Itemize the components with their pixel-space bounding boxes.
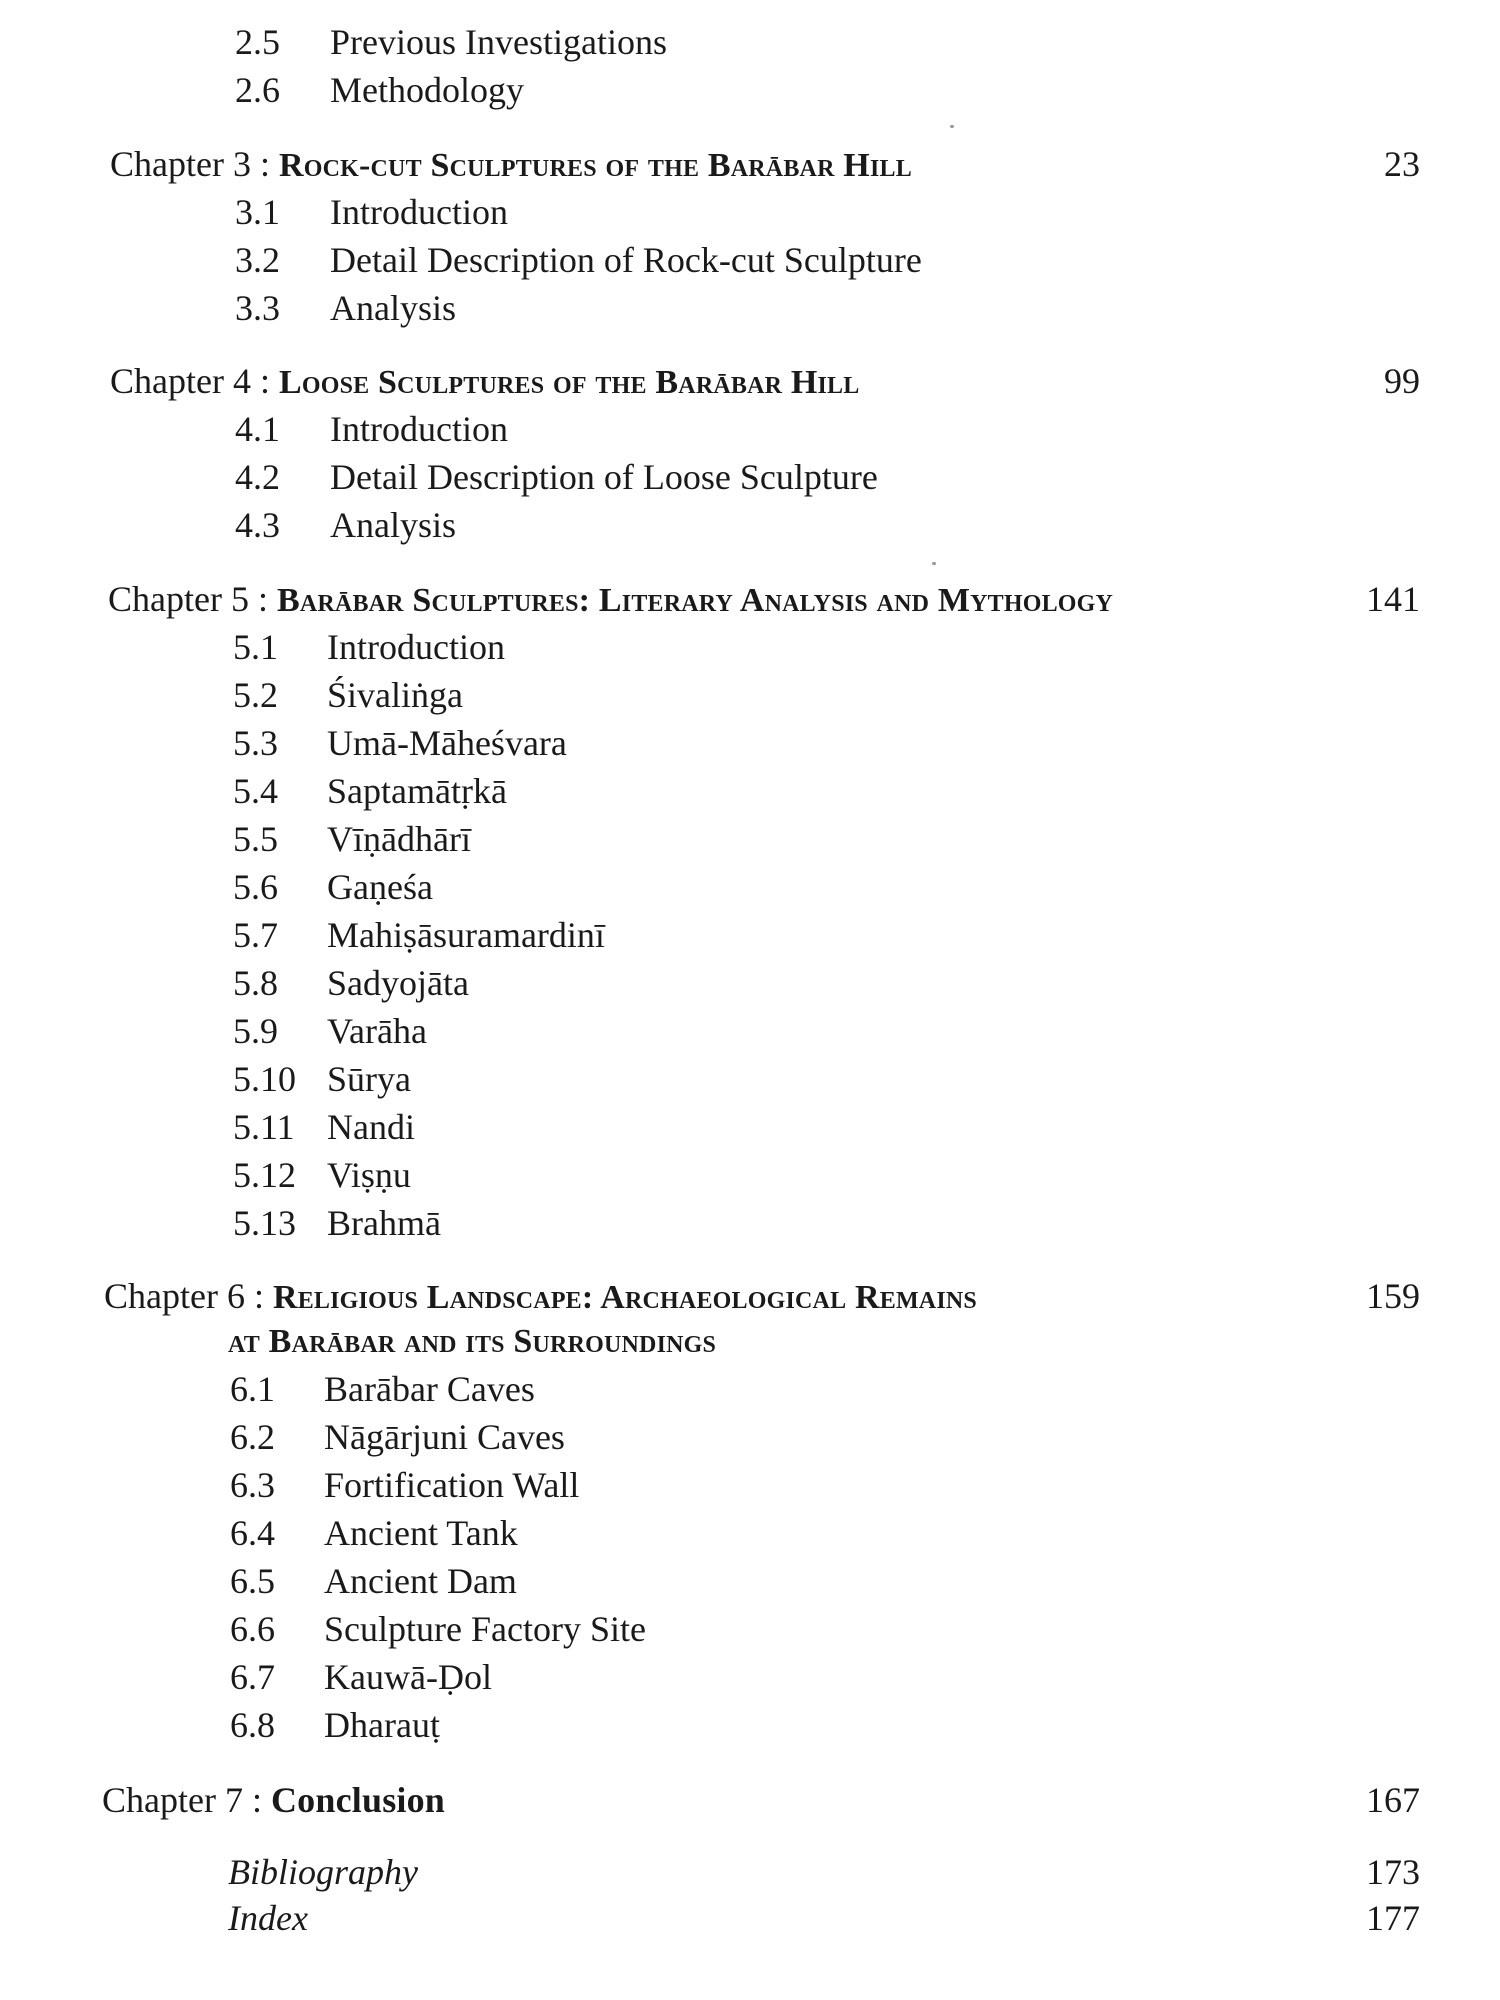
section-title: Sculpture Factory Site [324, 1609, 646, 1649]
toc-entry-6-1[interactable] [0, 1365, 1500, 1413]
section-number: 3.1 [235, 192, 280, 232]
toc-entry-5-8[interactable] [0, 959, 1500, 1007]
toc-entry-5-3[interactable] [0, 719, 1500, 767]
section-title: Brahmā [327, 1203, 441, 1243]
section-number: 2.6 [235, 70, 280, 110]
page-number: 177 [1366, 1898, 1420, 1938]
section-title: Dharauṭ [324, 1705, 440, 1745]
section-number: 5.1 [233, 627, 278, 667]
chapter-title: Religious Landscape: Archaeological Remains [272, 1279, 977, 1316]
toc-entry-4-3[interactable] [0, 501, 1500, 549]
section-number: 4.1 [235, 409, 280, 449]
toc-entry-5-10[interactable] [0, 1055, 1500, 1103]
section-number: 5.8 [233, 963, 278, 1003]
toc-entry-6-8[interactable] [0, 1701, 1500, 1749]
section-number: 3.2 [235, 240, 280, 280]
chapter-heading [102, 1776, 445, 1824]
chapter-title: Conclusion [270, 1780, 446, 1820]
toc-chapter-4[interactable] [0, 357, 1500, 405]
toc-chapter-6[interactable] [0, 1272, 1500, 1320]
page-number: 159 [1366, 1276, 1420, 1316]
section-number: 6.6 [230, 1609, 275, 1649]
chapter-label: Chapter 6 : [104, 1276, 264, 1316]
section-title: Fortification Wall [324, 1465, 580, 1505]
section-number: 5.7 [233, 915, 278, 955]
chapter-heading [110, 357, 859, 407]
section-number: 4.3 [235, 505, 280, 545]
section-number: 5.5 [233, 819, 278, 859]
toc-entry-5-13[interactable] [0, 1199, 1500, 1247]
toc-entry-2-5[interactable] [0, 18, 1500, 66]
toc-entry-6-6[interactable] [0, 1605, 1500, 1653]
toc-entry-5-7[interactable] [0, 911, 1500, 959]
toc-entry-6-2[interactable] [0, 1413, 1500, 1461]
section-number: 6.3 [230, 1465, 275, 1505]
section-title: Analysis [330, 288, 456, 328]
section-title: Umā-Māheśvara [327, 723, 567, 763]
toc-entry-6-3[interactable] [0, 1461, 1500, 1509]
page-number: 23 [1384, 144, 1420, 184]
chapter-heading [108, 575, 1113, 625]
section-title: Kauwā-Ḍol [324, 1657, 492, 1697]
toc-chapter-6-title-continued [0, 1318, 1500, 1366]
toc-chapter-7[interactable] [0, 1776, 1500, 1824]
section-number: 4.2 [235, 457, 280, 497]
section-number: 5.11 [233, 1107, 295, 1147]
section-title: Ancient Tank [324, 1513, 518, 1553]
section-number: 6.5 [230, 1561, 275, 1601]
section-title: Introduction [327, 627, 505, 667]
section-title: Sadyojāta [327, 963, 469, 1003]
section-number: 6.7 [230, 1657, 275, 1697]
toc-entry-5-12[interactable] [0, 1151, 1500, 1199]
back-matter-title: Index [228, 1898, 308, 1938]
toc-entry-6-4[interactable] [0, 1509, 1500, 1557]
section-number: 5.9 [233, 1011, 278, 1051]
toc-entry-3-3[interactable] [0, 284, 1500, 332]
toc-index[interactable] [0, 1894, 1500, 1942]
section-number: 5.13 [233, 1203, 296, 1243]
chapter-heading [104, 1272, 977, 1322]
section-number: 5.6 [233, 867, 278, 907]
chapter-title: Rock-cut Sculptures of the Barābar Hill [278, 147, 912, 184]
toc-bibliography[interactable] [0, 1848, 1500, 1896]
section-title: Viṣṇu [327, 1155, 411, 1195]
section-title: Sūrya [327, 1059, 411, 1099]
section-title: Detail Description of Rock-cut Sculpture [330, 240, 922, 280]
toc-entry-4-2[interactable] [0, 453, 1500, 501]
toc-entry-3-2[interactable] [0, 236, 1500, 284]
print-speck [932, 562, 936, 565]
toc-entry-3-1[interactable] [0, 188, 1500, 236]
toc-entry-6-5[interactable] [0, 1557, 1500, 1605]
section-number: 6.4 [230, 1513, 275, 1553]
chapter-title: Barābar Sculptures: Literary Analysis and Mythology [276, 582, 1114, 619]
toc-entry-5-6[interactable] [0, 863, 1500, 911]
section-number: 6.8 [230, 1705, 275, 1745]
toc-entry-6-7[interactable] [0, 1653, 1500, 1701]
section-number: 5.2 [233, 675, 278, 715]
toc-entry-5-2[interactable] [0, 671, 1500, 719]
section-number: 2.5 [235, 22, 280, 62]
page-number: 141 [1366, 579, 1420, 619]
section-number: 5.3 [233, 723, 278, 763]
section-title: Mahiṣāsuramardinī [327, 915, 605, 955]
toc-entry-4-1[interactable] [0, 405, 1500, 453]
chapter-heading [110, 140, 912, 190]
section-number: 5.12 [233, 1155, 296, 1195]
section-title: Śivaliṅga [327, 675, 463, 715]
section-title: Ancient Dam [324, 1561, 517, 1601]
section-title: Barābar Caves [324, 1369, 535, 1409]
section-title: Vīṇādhārī [327, 819, 471, 859]
section-title: Nandi [327, 1107, 415, 1147]
back-matter-title: Bibliography [228, 1852, 418, 1892]
print-speck [950, 125, 954, 128]
section-title: Varāha [327, 1011, 427, 1051]
toc-entry-5-1[interactable] [0, 623, 1500, 671]
section-title: Methodology [330, 70, 524, 110]
chapter-label: Chapter 7 : [102, 1780, 262, 1820]
toc-chapter-5[interactable] [0, 575, 1500, 623]
section-title: Introduction [330, 192, 508, 232]
section-title: Previous Investigations [330, 22, 667, 62]
section-title: Analysis [330, 505, 456, 545]
page-number: 167 [1366, 1780, 1420, 1820]
toc-entry-5-11[interactable] [0, 1103, 1500, 1151]
toc-entry-2-6[interactable] [0, 66, 1500, 114]
chapter-title-continued: at Barābar and its Surroundings [228, 1323, 717, 1360]
section-title: Gaṇeśa [327, 867, 433, 907]
page-number: 99 [1384, 361, 1420, 401]
section-number: 6.1 [230, 1369, 275, 1409]
section-number: 3.3 [235, 288, 280, 328]
toc-entry-5-4[interactable] [0, 767, 1500, 815]
toc-entry-5-5[interactable] [0, 815, 1500, 863]
toc-chapter-3[interactable] [0, 140, 1500, 188]
toc-entry-5-9[interactable] [0, 1007, 1500, 1055]
section-number: 5.10 [233, 1059, 296, 1099]
section-title: Introduction [330, 409, 508, 449]
section-title: Saptamātṛkā [327, 771, 507, 811]
chapter-title: Loose Sculptures of the Barābar Hill [278, 364, 860, 401]
section-number: 5.4 [233, 771, 278, 811]
chapter-label: Chapter 5 : [108, 579, 268, 619]
section-title: Nāgārjuni Caves [324, 1417, 565, 1457]
chapter-label: Chapter 3 : [110, 144, 270, 184]
section-number: 6.2 [230, 1417, 275, 1457]
section-title: Detail Description of Loose Sculpture [330, 457, 878, 497]
chapter-label: Chapter 4 : [110, 361, 270, 401]
page-number: 173 [1366, 1852, 1420, 1892]
